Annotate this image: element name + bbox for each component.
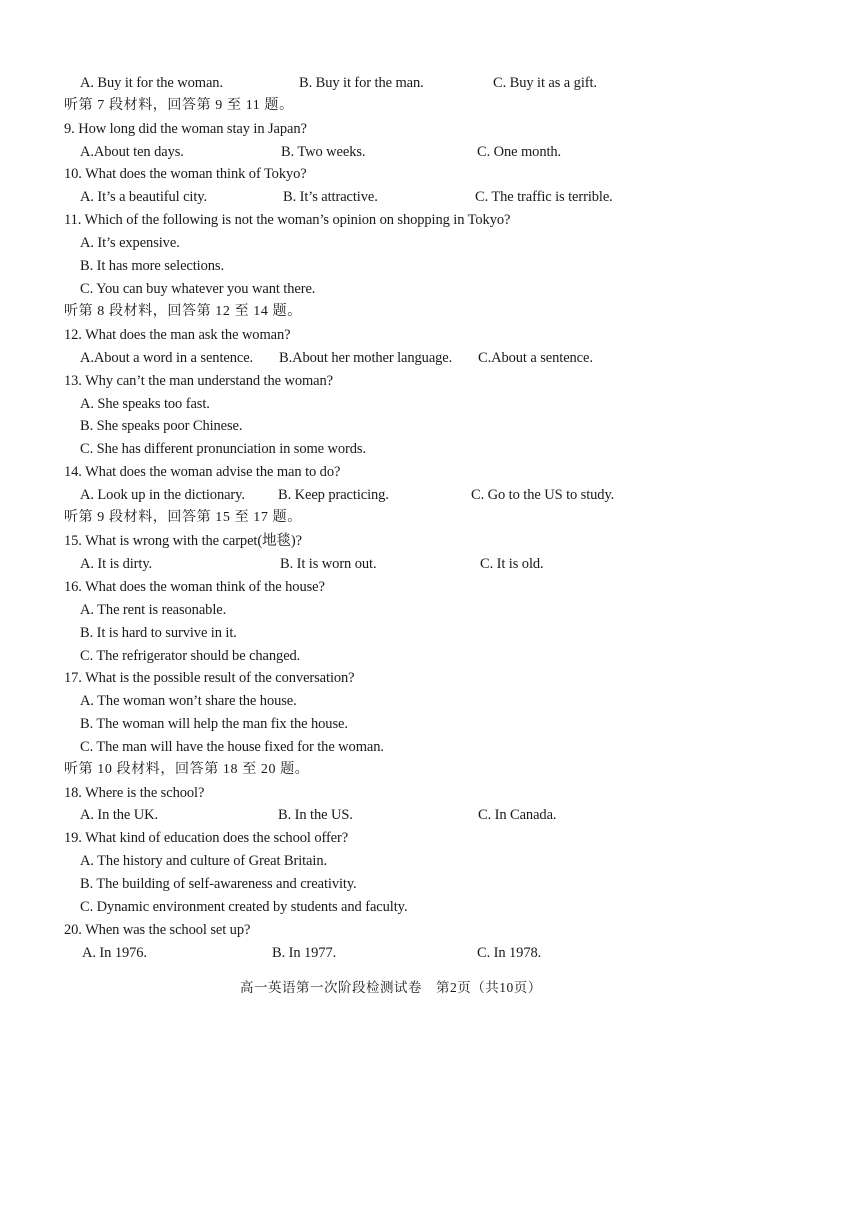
question-19-stem: 19. What kind of education does the school offer? [64,830,349,846]
q8-option-b: B. Buy it for the man. [299,75,424,91]
q8-option-a: A. Buy it for the woman. [80,75,223,91]
q9-option-c: C. One month. [477,144,562,160]
question-16-stem: 16. What does the woman think of the house? [64,579,325,595]
question-15-stem: 15. What is wrong with the carpet(地毯)? [64,533,302,549]
q17-option-c: C. The man will have the house fixed for the woman. [80,739,384,755]
q12-option-b: B.About her mother language. [279,350,453,366]
q17-option-a: A. The woman won’t share the house. [80,693,297,709]
question-10-stem: 10. What does the woman think of Tokyo? [64,166,307,182]
page-footer: 高一英语第一次阶段检测试卷 第2页（共10页） [240,980,542,995]
q10-option-a: A. It’s a beautiful city. [80,189,208,205]
q18-option-b: B. In the US. [278,807,353,823]
section-header-7: 听第 7 段材料，回答第 9 至 11 题。 [64,98,294,113]
section-header-10: 听第 10 段材料，回答第 18 至 20 题。 [64,762,310,777]
section-header-9: 听第 9 段材料，回答第 15 至 17 题。 [64,510,302,525]
q11-option-c: C. You can buy whatever you want there. [80,281,316,297]
q8-option-c: C. Buy it as a gift. [493,75,597,91]
question-9-stem: 9. How long did the woman stay in Japan? [64,121,307,137]
q15-option-a: A. It is dirty. [80,556,153,572]
q13-option-b: B. She speaks poor Chinese. [80,418,243,434]
q11-option-a: A. It’s expensive. [80,235,180,251]
q20-option-c: C. In 1978. [477,945,542,961]
q15-option-c: C. It is old. [480,556,544,572]
question-17-stem: 17. What is the possible result of the conversation? [64,670,355,686]
q18-option-c: C. In Canada. [478,807,557,823]
q9-option-a: A.About ten days. [80,144,184,160]
q14-option-b: B. Keep practicing. [278,487,389,503]
q19-option-b: B. The building of self-awareness and creativity. [80,876,357,892]
q13-option-c: C. She has different pronunciation in some words. [80,441,366,457]
q14-option-a: A. Look up in the dictionary. [80,487,245,503]
q19-option-a: A. The history and culture of Great Britain. [80,853,327,869]
q12-option-c: C.About a sentence. [478,350,593,366]
q10-option-b: B. It’s attractive. [283,189,378,205]
question-18-stem: 18. Where is the school? [64,785,205,801]
question-12-stem: 12. What does the man ask the woman? [64,327,291,343]
q11-option-b: B. It has more selections. [80,258,224,274]
q12-option-a: A.About a word in a sentence. [80,350,254,366]
q16-option-c: C. The refrigerator should be changed. [80,648,301,664]
question-11-stem: 11. Which of the following is not the woman’s opinion on shopping in Tokyo? [64,212,511,228]
question-13-stem: 13. Why can’t the man understand the woman? [64,373,333,389]
q16-option-a: A. The rent is reasonable. [80,602,227,618]
q16-option-b: B. It is hard to survive in it. [80,625,237,641]
q17-option-b: B. The woman will help the man fix the house. [80,716,348,732]
q9-option-b: B. Two weeks. [281,144,366,160]
q19-option-c: C. Dynamic environment created by students and faculty. [80,899,408,915]
q14-option-c: C. Go to the US to study. [471,487,615,503]
q15-option-b: B. It is worn out. [280,556,377,572]
q10-option-c: C. The traffic is terrible. [475,189,613,205]
question-20-stem: 20. When was the school set up? [64,922,251,938]
q18-option-a: A. In the UK. [80,807,159,823]
section-header-8: 听第 8 段材料，回答第 12 至 14 题。 [64,304,302,319]
q20-option-b: B. In 1977. [272,945,337,961]
question-14-stem: 14. What does the woman advise the man to do? [64,464,341,480]
q20-option-a: A. In 1976. [82,945,147,961]
q13-option-a: A. She speaks too fast. [80,396,210,412]
